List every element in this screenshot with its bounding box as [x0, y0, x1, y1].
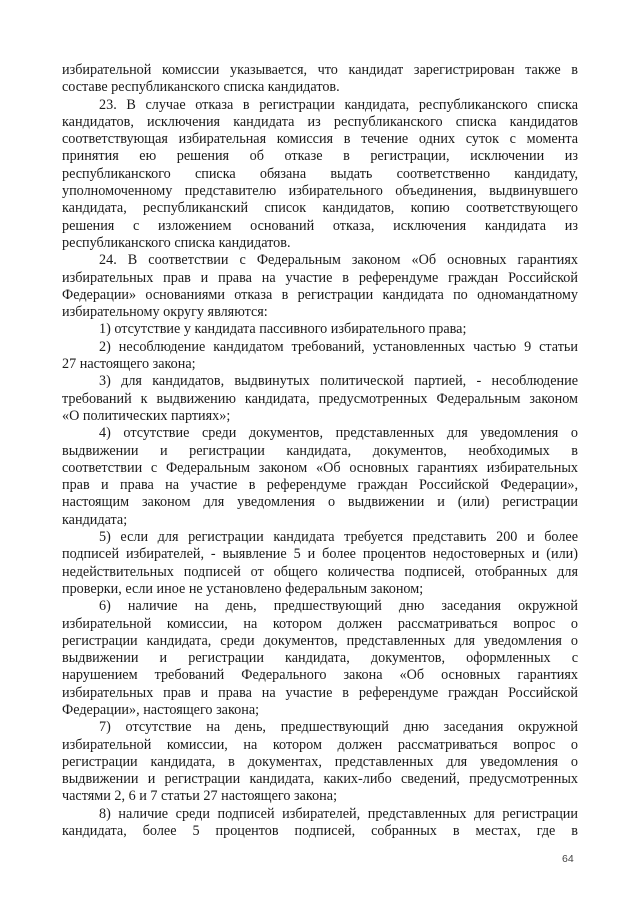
- paragraph-line: 27 настоящего закона;: [62, 356, 196, 373]
- paragraph-line: выдвижении и регистрации кандидата, документов, необходимых в: [62, 442, 578, 459]
- paragraph-line: республиканского списка обязана выдать соответственно кандидату,: [62, 165, 578, 182]
- paragraph-line: частями 2, 6 и 7 статьи 27 настоящего закона;: [62, 788, 338, 805]
- paragraph-line: республиканского списка кандидатов.: [62, 234, 291, 251]
- paragraph-line: нарушением требований Федерального закона «Об основных гарантиях: [62, 667, 578, 684]
- paragraph-line: принятия ею решения об отказе в регистрации, исключении из: [62, 148, 578, 165]
- paragraph-line: составе республиканского списка кандидатов.: [62, 79, 340, 96]
- paragraph-first-line: 5) если для регистрации кандидата требуется представить 200 и более: [99, 529, 578, 546]
- paragraph-line: соответствующая избирательная комиссия в течение одних суток с момента: [62, 131, 578, 148]
- paragraph-line: соответствии с Федеральным законом «Об основных гарантиях избирательных: [62, 459, 578, 476]
- paragraph-first-line: 3) для кандидатов, выдвинутых политической партией, - несоблюдение: [99, 373, 578, 390]
- paragraph-line: кандидата, более 5 процентов подписей, собранных в местах, где в: [62, 823, 578, 840]
- paragraph-line: подписей избирателей, - выявление 5 и более процентов недостоверных и (или): [62, 546, 578, 563]
- paragraph-first-line: 8) наличие среди подписей избирателей, представленных для регистрации: [99, 805, 578, 822]
- paragraph-line: Федерации», настоящего закона;: [62, 701, 260, 718]
- paragraph-line: регистрации кандидата, среди документов, представленных для уведомления о: [62, 632, 578, 649]
- paragraph-line: избирательных прав и права на участие в референдуме граждан Российской: [62, 269, 578, 286]
- paragraph-line: проверки, если иное не установлено федеральным законом;: [62, 580, 424, 597]
- paragraph-first-line: 6) наличие на день, предшествующий дню заседания окружной: [99, 598, 578, 615]
- paragraph-line: избирательной комиссии, на котором должен рассматриваться вопрос о: [62, 736, 578, 753]
- paragraph-line: Федерации» основаниями отказа в регистрации кандидата по одномандатному: [62, 286, 578, 303]
- paragraph-line: решения с изложением оснований отказа, исключения кандидата из: [62, 217, 578, 234]
- paragraph-first-line: 24. В соответствии с Федеральным законом «Об основных гарантиях: [99, 252, 578, 269]
- paragraph-line: настоящим законом для уведомления о выдвижении и (или) регистрации: [62, 494, 578, 511]
- paragraph-line: избирательных прав и права на участие в референдуме граждан Российской: [62, 684, 578, 701]
- paragraph-first-line: избирательной комиссии указывается, что кандидат зарегистрирован также в: [62, 62, 578, 78]
- paragraph-line: кандидата;: [62, 511, 128, 528]
- paragraph-line: избирательному округу являются:: [62, 304, 268, 321]
- paragraph-line: требований к выдвижению кандидата, предусмотренных Федеральным законом: [62, 390, 578, 407]
- paragraph-first-line: 1) отсутствие у кандидата пассивного избирательного права;: [99, 321, 467, 338]
- paragraph-first-line: 23. В случае отказа в регистрации кандидата, республиканского списка: [99, 96, 578, 113]
- paragraph-line: избирательной комиссии, на котором должен рассматриваться вопрос о: [62, 615, 578, 632]
- paragraph-first-line: 2) несоблюдение кандидатом требований, установленных частью 9 статьи: [99, 338, 578, 355]
- paragraph-line: кандидатов, исключения кандидата из республиканского списка кандидатов: [62, 113, 578, 130]
- paragraph-line: прав и права на участие в референдуме граждан Российской Федерации»,: [62, 477, 578, 494]
- paragraph-line: «О политических партиях»;: [62, 407, 231, 424]
- paragraph-first-line: 7) отсутствие на день, предшествующий дню заседания окружной: [99, 719, 578, 736]
- paragraph-line: выдвижении и регистрации кандидата, каких-либо сведений, предусмотренных: [62, 771, 578, 788]
- paragraph-line: недействительных подписей от общего количества подписей, отобранных для: [62, 563, 578, 580]
- paragraph-line: уполномоченному представителю избирательного объединения, выдвинувшего: [62, 183, 578, 200]
- page-number: 64: [562, 853, 574, 865]
- paragraph-line: регистрации кандидата, в документах, представленных для уведомления о: [62, 753, 578, 770]
- paragraph-line: выдвижении и регистрации кандидата, документов, оформленных с: [62, 650, 578, 667]
- body-text: [62, 62, 578, 840]
- paragraph-line: кандидата, республиканский список кандидатов, копию соответствующего: [62, 200, 578, 217]
- paragraph-first-line: 4) отсутствие среди документов, представленных для уведомления о: [99, 425, 578, 442]
